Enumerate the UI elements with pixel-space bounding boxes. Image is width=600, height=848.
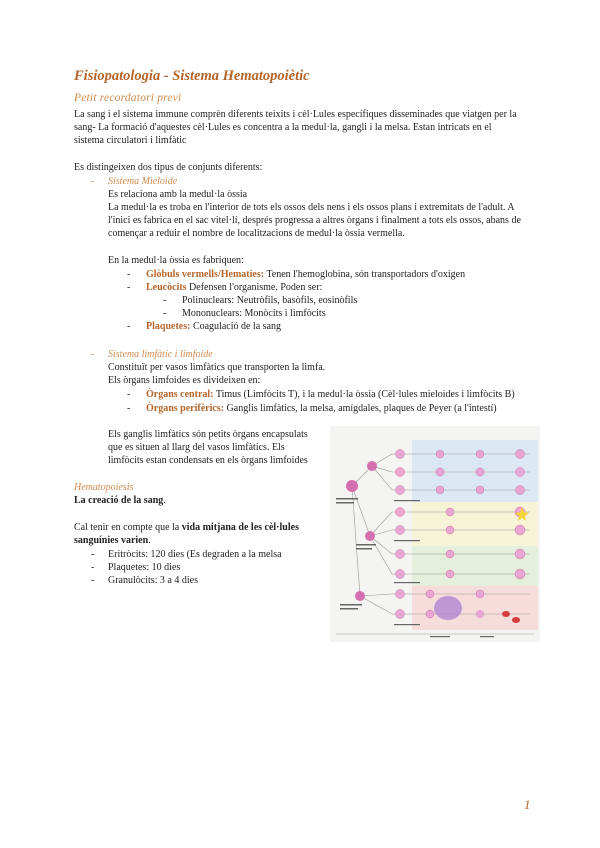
wbc-item (146, 281, 322, 295)
section-subtitle: Petit recordatori previ (74, 92, 182, 104)
hematopoiesis-diagram-icon (330, 426, 540, 642)
ganglia-line-1: Els ganglis limfàtics són petits òrgans encapsulats (108, 429, 308, 440)
bullet-dash: - (91, 176, 95, 187)
poly-item: Polinuclears: Neutròfils, basòfils, eosinòfils (182, 295, 358, 306)
ganglia-line-3: limfòcits estan condensats en els òrgans limfoides (108, 455, 308, 466)
bullet-dash: - (91, 349, 95, 360)
rbc-text: Tenen l'hemoglobina, són transportadors d'oxigen (264, 269, 466, 280)
intro-line-3: sistema circulatori i limfàtic (74, 135, 187, 146)
lymphoid-heading: Sistema limfàtic i limfoide (108, 349, 213, 360)
produced-intro: En la medul·la òssia es fabriquen: (108, 255, 244, 266)
lifespan-bold-2: sanguínies varien (74, 535, 149, 546)
bullet-dash: - (127, 321, 131, 332)
intro-line-2: sang- La formació d'aquestes cèl·Lules es concentra a la medul·la, gangli i la melsa. Estan intricats en el (74, 122, 492, 133)
plt-item (146, 320, 281, 334)
plt-text: Coagulació de la sang (190, 321, 281, 332)
central-item (146, 388, 515, 402)
bullet-dash: - (163, 295, 167, 306)
bullet-dash: - (127, 282, 131, 293)
peripheral-item (146, 402, 497, 416)
bullet-dash: - (91, 549, 95, 560)
lifespan-pre: Cal tenir en compte que la (74, 522, 182, 533)
progenitor-cells (346, 461, 377, 601)
lifespan-line-1 (74, 521, 299, 535)
intro-line-1: La sang i el sistema immune comprèn diferents teixits i cèl·Lules específiques disseminades que viatgen per la (74, 109, 517, 120)
plt-label: Plaquetes: (146, 321, 191, 332)
types-intro: Es distingeixen dos tipus de conjunts diferents: (74, 162, 263, 173)
hematopoiesis-diagram (330, 426, 540, 642)
central-label: Òrgans central: (146, 389, 214, 400)
peripheral-label: Òrgans perifèrics: (146, 403, 225, 414)
lifespan-item-3: Granulòcits: 3 a 4 dies (108, 575, 198, 586)
peripheral-text: Ganglis limfàtics, la melsa, amígdales, plaques de Peyer (a l'intestí) (224, 403, 497, 414)
bullet-dash: - (127, 389, 131, 400)
lifespan-bold-1: vida mitjana de les cèl·lules (181, 522, 299, 533)
myeloid-para-2: l'inici es fabrica en el sac vitel·lí, després progressa a altres òrgans i finalment a tots els ossos, abans de (108, 215, 521, 226)
lymphoid-line2: Els òrgans limfoides es divideixen en: (108, 375, 261, 386)
lifespan-end: . (148, 535, 151, 546)
wbc-label: Leucòcits (146, 282, 187, 293)
ganglia-line-2: que es situen al llarg del vasos limfàtics. Els (108, 442, 285, 453)
mono-item: Mononuclears: Monòcits i limfòcits (182, 308, 326, 319)
wbc-text: Defensen l'organisme. Poden ser: (186, 282, 323, 293)
lymphoid-line1: Constituït per vasos limfàtics que transporten la limfa. (108, 362, 326, 373)
bullet-dash: - (127, 403, 131, 414)
myeloid-para-1: La medul·la es troba en l'interior de tots els ossos dels nens i els ossos plans i extremitats de l'adult. A (108, 202, 515, 213)
page-number: 1 (524, 797, 531, 812)
page-title: Fisiopatologia - Sistema Hematopoiètic (74, 68, 310, 84)
bullet-dash: - (127, 269, 131, 280)
hematopoiesis-subheading (74, 494, 166, 508)
myeloid-para-3: començar a reduir el nombre de localitzacions de medul·la òssia vermella. (108, 228, 405, 239)
central-text: Timus (Limfòcits T), i la medul·la òssia (Cèl·lules mieloides i limfòcits B) (213, 389, 515, 400)
bullet-dash: - (163, 308, 167, 319)
bullet-dash: - (91, 575, 95, 586)
rbc-item (146, 268, 465, 282)
hematopoiesis-heading: Hematopoiesis (74, 482, 134, 493)
rbc-label: Glòbuls vermells/Hematies: (146, 269, 265, 280)
lifespan-item-1: Eritròcits: 120 dies (Es degraden a la melsa (108, 549, 282, 560)
bullet-dash: - (91, 562, 95, 573)
subheading-bold: La creació de la sang (74, 495, 164, 506)
lifespan-line-2 (74, 534, 151, 548)
myeloid-line1: Es relaciona amb la medul·la òssia (108, 189, 248, 200)
subheading-end: . (163, 495, 166, 506)
megakaryocyte (434, 596, 462, 620)
myeloid-heading: Sistema Mieloide (108, 176, 178, 187)
lifespan-item-2: Plaquetes: 10 dies (108, 562, 181, 573)
